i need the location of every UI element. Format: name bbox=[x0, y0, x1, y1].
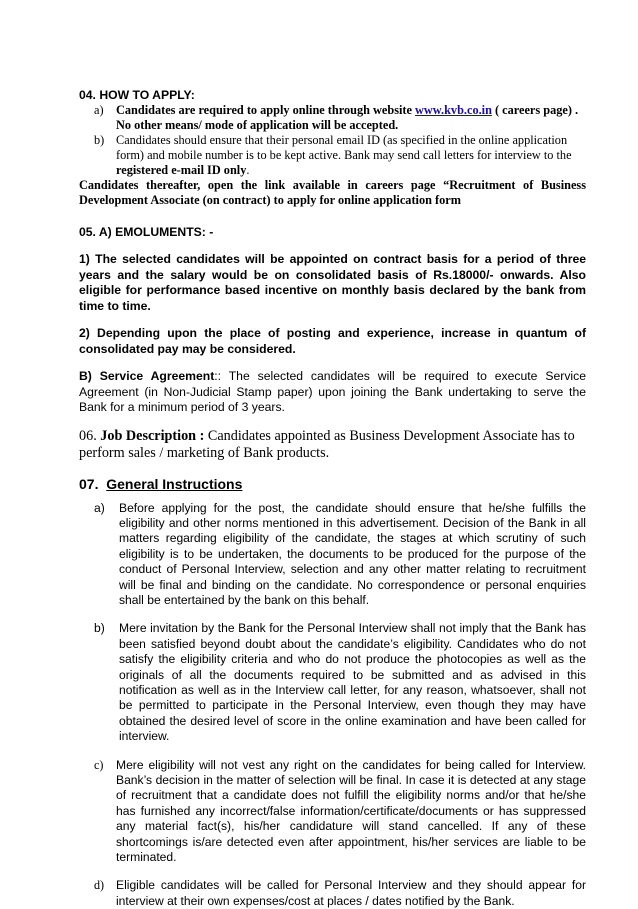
item-b-text: Candidates should ensure that their personal email ID (as specified in the online application form) and mobile number is to be kept active. Bank may send call letters for interview to the bbox=[116, 133, 572, 162]
item-marker: d) bbox=[94, 878, 116, 909]
item-marker: a) bbox=[94, 501, 119, 609]
how-to-apply-item-a: a) Candidates are required to apply online through website www.kvb.co.in ( careers page) . No other means/ mode of application will be accepted. bbox=[94, 103, 586, 133]
job-description-section bbox=[79, 428, 586, 462]
general-instructions-section bbox=[79, 476, 586, 909]
general-instructions-number: 07. bbox=[79, 476, 98, 492]
general-item-c-text: Mere eligibility will not vest any right on the candidates for being called for Interview. Bank’s decision in the matter of selection will be final. In case it is detected at any stage of recruitment that a candidate does not fulfill the eligibility norms and/or that he/she has furnished any incorrect/false information/certificate/documents or has suppressed any material fact(s), his/her candidature will stand cancelled. If any of these shortcomings is/are detected even after appointment, his/her services are liable to be terminated. bbox=[116, 758, 586, 866]
how-to-apply-heading: 04. HOW TO APPLY: bbox=[79, 88, 586, 103]
job-description-label: Job Description : bbox=[100, 428, 204, 444]
general-item-b bbox=[94, 621, 586, 744]
job-description-number: 06. bbox=[79, 428, 97, 444]
general-item-d bbox=[94, 878, 586, 909]
job-description-paragraph bbox=[79, 428, 586, 462]
general-item-d-text: Eligible candidates will be called for Personal Interview and they should appear for interview at their own expenses/cost at places / dates notified by the Bank. bbox=[116, 878, 586, 909]
how-to-apply-closing: Candidates thereafter, open the link available in careers page “Recruitment of Business Development Associate (on contract) to apply for online application form bbox=[79, 178, 586, 208]
item-marker: b) bbox=[94, 621, 119, 744]
how-to-apply-section bbox=[79, 88, 586, 208]
job-description-text: Candidates appointed as Business Development Associate has to perform sales / marketing of Bank products. bbox=[79, 428, 575, 461]
item-a-line2: No other means/ mode of application will be accepted bbox=[116, 118, 395, 132]
item-marker: c) bbox=[94, 758, 116, 866]
emoluments-paragraph-2: 2) Depending upon the place of posting and experience, increase in quantum of consolidated pay may be considered. bbox=[79, 326, 586, 357]
general-item-a-text: Before applying for the post, the candidate should ensure that he/she fulfills the eligibility and other norms mentioned in this advertisement. Decision of the Bank in all matters regarding eligibility of the candidate, the stages at which scrutiny of such eligibility is to be undertaken, the documents to be produced for the purpose of the conduct of Personal Interview, selection and any other matter relating to recruitment will be final and binding on the candidate. No correspondence or personal enquiries shall be entertained by the bank on this behalf. bbox=[119, 501, 586, 609]
emoluments-heading: 05. A) EMOLUMENTS: - bbox=[79, 225, 586, 240]
general-item-b-text: Mere invitation by the Bank for the Personal Interview shall not imply that the Bank has been satisfied beyond doubt about the candidate’s eligibility. Candidates who do not satisfy the eligibility criteria and who do not produce the photocopies as well as the originals of all the documents required to be submitted and as advised in this notification as well as in the Interview call letter, for any reason, whatsoever, shall not be permitted to participate in the Personal Interview, even though they may have obtained the desired level of score in the online examination and have been called for interview. bbox=[119, 621, 586, 744]
careers-website-link[interactable]: www.kvb.co.in bbox=[415, 103, 492, 117]
service-agreement-text: :: The selected candidates will be required to execute Service Agreement (in Non-Judicial Stamp paper) upon joining the Bank undertaking to serve the Bank for a minimum period of 3 years. bbox=[79, 369, 586, 414]
item-a-text: Candidates are required to apply online through website bbox=[116, 103, 412, 117]
how-to-apply-item-b: b) Candidates should ensure that their personal email ID (as specified in the online application form) and mobile number is to be kept active. Bank may send call letters for interview to the registered e-mail ID only. bbox=[94, 133, 586, 178]
general-instructions-heading bbox=[79, 476, 586, 493]
item-marker: b) bbox=[94, 133, 116, 178]
service-agreement-paragraph bbox=[79, 369, 586, 416]
general-item-c bbox=[94, 758, 586, 866]
item-a-text-after: ( careers page) . bbox=[495, 103, 578, 117]
general-item-a bbox=[94, 501, 586, 609]
emoluments-section bbox=[79, 225, 586, 416]
general-instructions-title: General Instructions bbox=[106, 476, 242, 492]
item-marker: a) bbox=[94, 103, 116, 133]
item-b-bold: registered e-mail ID only bbox=[116, 163, 246, 177]
emoluments-paragraph-1: 1) The selected candidates will be appointed on contract basis for a period of three years and the salary would be on consolidated basis of Rs.18000/- onwards. Also eligible for performance based incentive on monthly basis declared by the bank from time to time. bbox=[79, 252, 586, 314]
service-agreement-label: B) Service Agreement bbox=[79, 369, 214, 383]
